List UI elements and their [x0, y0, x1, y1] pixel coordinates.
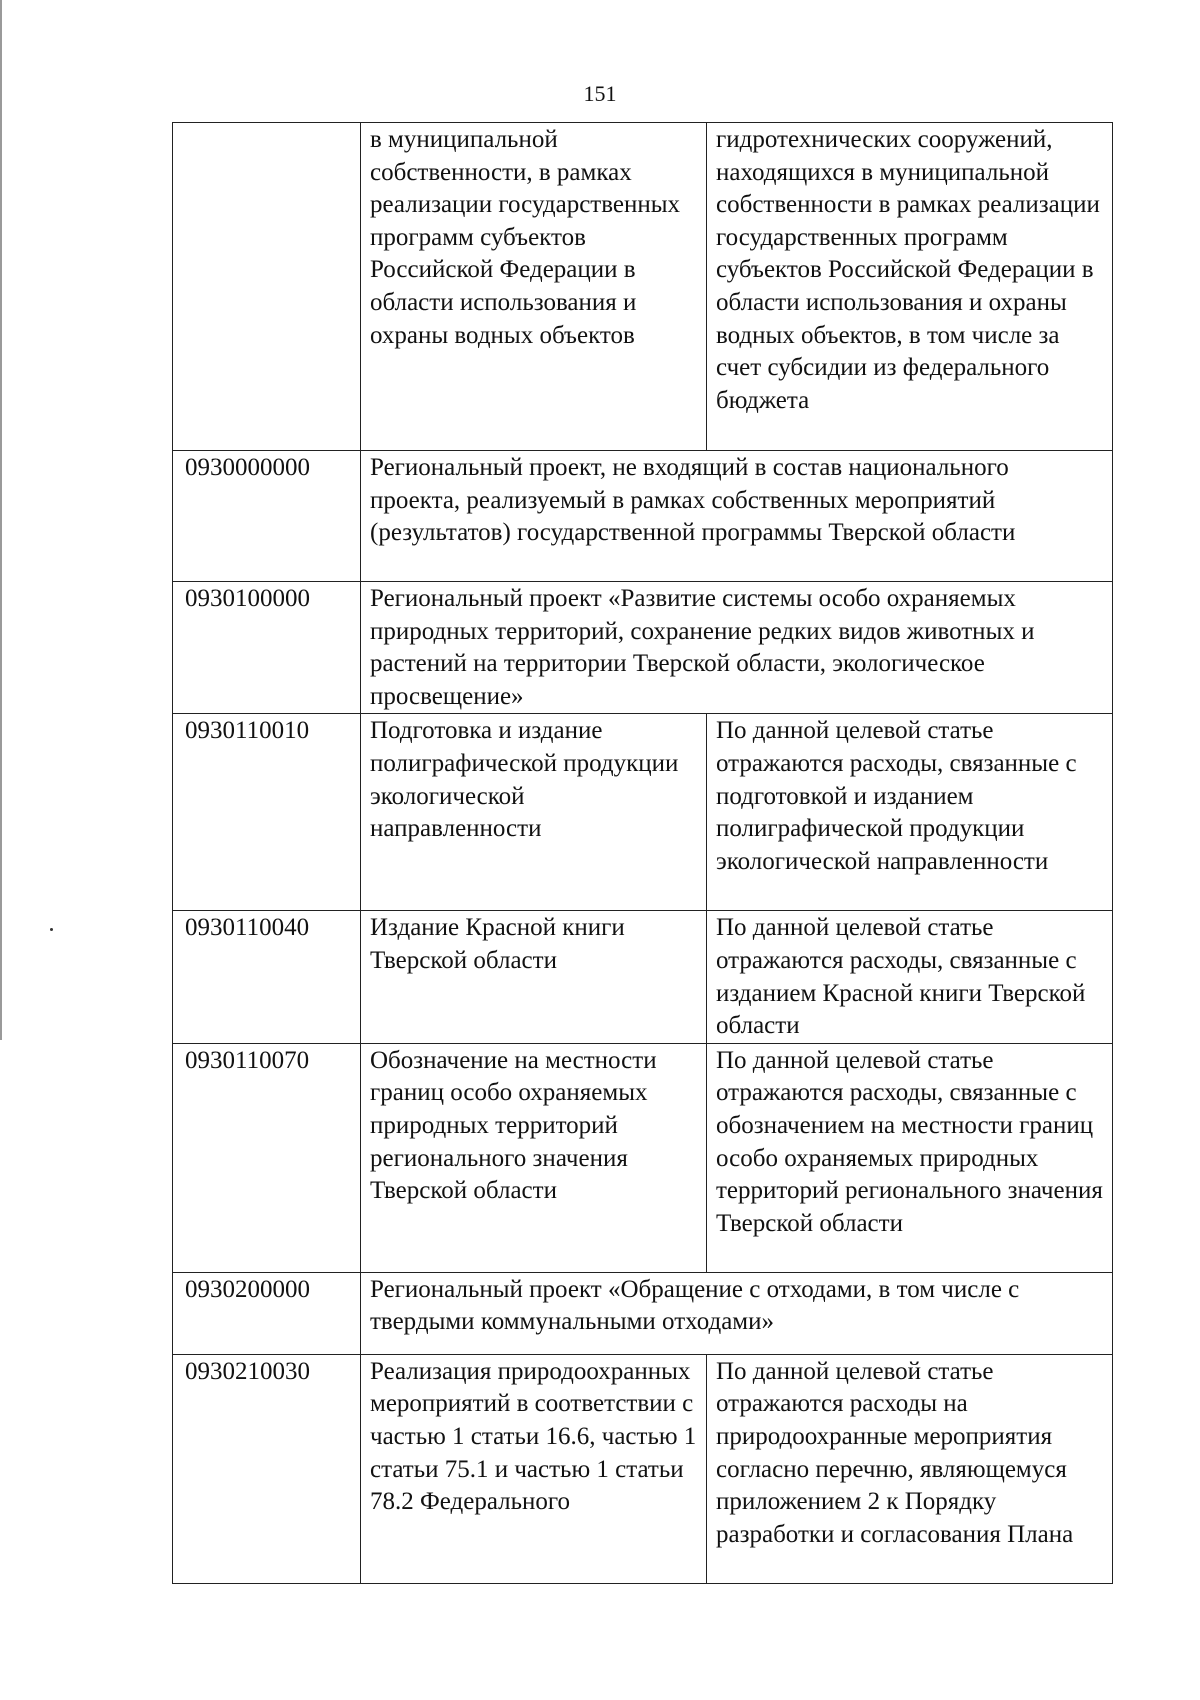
- table-row: [173, 582, 1113, 714]
- target-code-cell: 0930110070: [173, 1043, 361, 1272]
- table-row: [173, 911, 1113, 1043]
- expense-name-cell: Издание Красной книги Тверской области: [361, 911, 707, 1043]
- expense-description-cell: По данной целевой статье отражаются расходы, связанные с изданием Красной книги Тверской области: [707, 911, 1113, 1043]
- expense-name-cell: Обозначение на местности границ особо охраняемых природных территорий регионального значения Тверской области: [361, 1043, 707, 1272]
- target-code-cell: [173, 123, 361, 451]
- project-title-cell: Региональный проект «Развитие системы особо охраняемых природных территорий, сохранение редких видов животных и растений на территории Тверской области, экологическое просвещение»: [361, 582, 1113, 714]
- page-number: 151: [583, 81, 617, 106]
- target-code-cell: 0930110040: [173, 911, 361, 1043]
- target-code-cell: 0930110010: [173, 714, 361, 911]
- target-code-cell: 0930210030: [173, 1354, 361, 1583]
- expense-name-cell: Реализация природоохранных мероприятий в соответствии с частью 1 статьи 16.6, частью 1 статьи 75.1 и частью 1 статьи 78.2 Федерального: [361, 1354, 707, 1583]
- project-title-cell: Региональный проект, не входящий в состав национального проекта, реализуемый в рамках собственных мероприятий (результатов) государственной программы Тверской области: [361, 451, 1113, 582]
- table-row: [173, 123, 1113, 451]
- table-row: [173, 1272, 1113, 1354]
- expense-description-cell: По данной целевой статье отражаются расходы, связанные с подготовкой и изданием полиграфической продукции экологической направленности: [707, 714, 1113, 911]
- expense-description-cell: По данной целевой статье отражаются расходы на природоохранные мероприятия согласно перечню, являющемуся приложением 2 к Порядку разработки и согласования Плана: [707, 1354, 1113, 1583]
- target-code-cell: 0930100000: [173, 582, 361, 714]
- scan-edge: [0, 0, 2, 1040]
- project-title-cell: Региональный проект «Обращение с отходами, в том числе с твердыми коммунальными отходами»: [361, 1272, 1113, 1354]
- table-row: [173, 1354, 1113, 1583]
- target-code-cell: 0930000000: [173, 451, 361, 582]
- table-row: [173, 1043, 1113, 1272]
- expense-name-cell: Подготовка и издание полиграфической продукции экологической направленности: [361, 714, 707, 911]
- budget-classification-table: [172, 122, 1113, 1584]
- expense-description-cell: По данной целевой статье отражаются расходы, связанные с обозначением на местности границ особо охраняемых природных территорий регионального значения Тверской области: [707, 1043, 1113, 1272]
- table-row: [173, 714, 1113, 911]
- expense-description-cell: гидротехнических сооружений, находящихся в муниципальной собственности в рамках реализации государственных программ субъектов Российской Федерации в области использования и охраны водных объектов, в том числе за счет субсидии из федерального бюджета: [707, 123, 1113, 451]
- target-code-cell: 0930200000: [173, 1272, 361, 1354]
- table-row: [173, 451, 1113, 582]
- expense-name-cell: в муниципальной собственности, в рамках реализации государственных программ субъектов Российской Федерации в области использования и охраны водных объектов: [361, 123, 707, 451]
- scan-speck: [50, 928, 53, 931]
